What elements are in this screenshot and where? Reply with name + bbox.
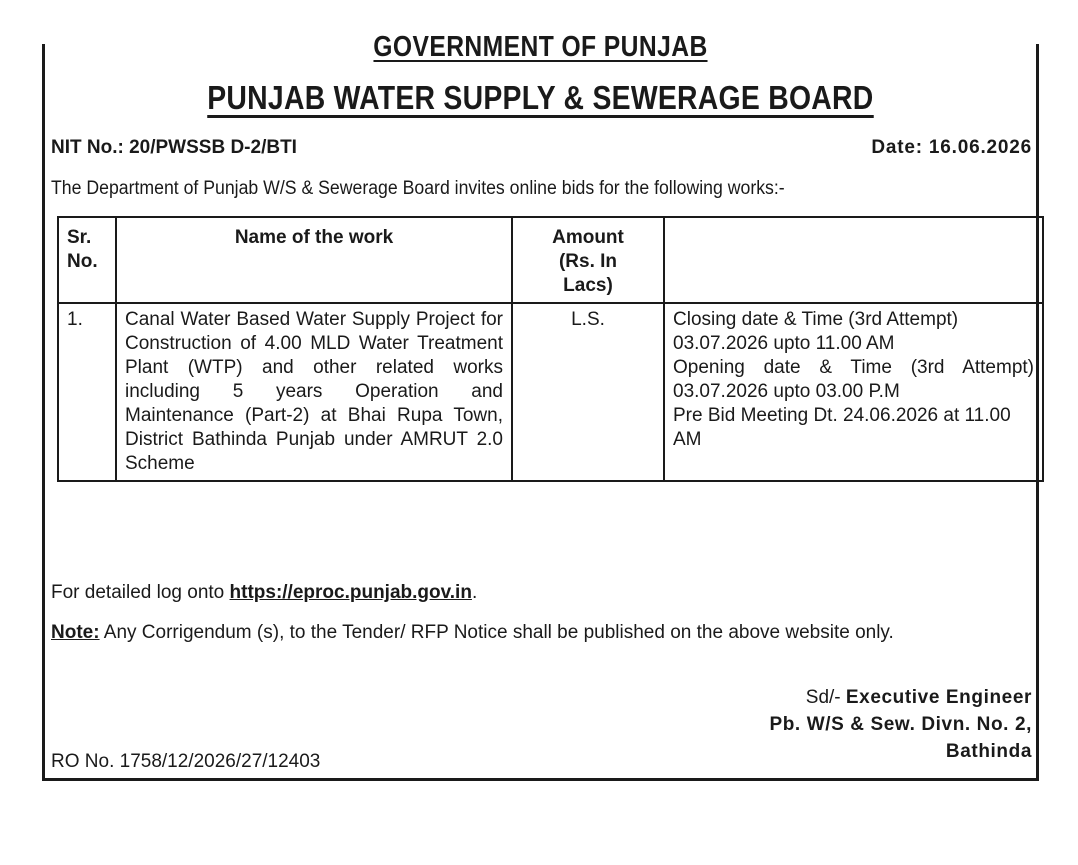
board-heading-text: PUNJAB WATER SUPPLY & SEWERAGE BOARD xyxy=(207,79,874,116)
table-row xyxy=(58,303,1043,481)
closing-label: Closing date & Time (3rd Attempt) xyxy=(673,309,959,330)
nit-date: Date: 16.06.2026 xyxy=(871,137,1032,158)
closing-value: 03.07.2026 upto 11.00 AM xyxy=(673,333,895,354)
nit-row xyxy=(51,134,1032,162)
government-heading-text: GOVERNMENT OF PUNJAB xyxy=(373,32,708,62)
opening-value: 03.07.2026 upto 03.00 P.M xyxy=(673,381,900,402)
header-amount-line2: (Rs. In xyxy=(558,251,618,272)
detail-prefix: For detailed log onto xyxy=(51,582,230,603)
tender-notice xyxy=(42,32,1039,781)
opening-label: Opening date & Time (3rd Attempt) xyxy=(673,357,1034,378)
note-text: Any Corrigendum (s), to the Tender/ RFP Notice shall be published on the above website only. xyxy=(99,622,894,643)
cell-dates xyxy=(664,303,1043,481)
header-remarks xyxy=(664,217,1043,303)
prebid-meeting: Pre Bid Meeting Dt. 24.06.2026 at 11.00 AM xyxy=(673,405,1011,450)
cell-work-name: Canal Water Based Water Supply Project for Construction of 4.00 MLD Water Treatment Plant (WTP) and other related works including 5 years Operation and Maintenance (Part-2) at Bhai Rupa Town, District Bathinda Punjab under AMRUT 2.0 Scheme xyxy=(116,303,512,481)
signature-block xyxy=(769,684,1032,765)
works-table xyxy=(57,216,1044,482)
table-header-row xyxy=(58,217,1043,303)
eproc-link[interactable]: https://eproc.punjab.gov.in xyxy=(229,582,472,603)
signature-place: Bathinda xyxy=(945,741,1032,762)
signature-title: Executive Engineer xyxy=(845,687,1032,708)
cell-sr-no: 1. xyxy=(58,303,116,481)
header-amount-line3: Lacs) xyxy=(563,275,613,296)
cell-amount: L.S. xyxy=(512,303,664,481)
detail-line xyxy=(51,580,477,606)
signature-sd: Sd/- xyxy=(805,687,846,708)
detail-suffix: . xyxy=(471,582,478,603)
nit-number: NIT No.: 20/PWSSB D-2/BTI xyxy=(51,137,297,158)
government-heading xyxy=(119,32,961,62)
signature-division: Pb. W/S & Sew. Divn. No. 2, xyxy=(769,714,1032,735)
note-paragraph xyxy=(51,620,1030,646)
intro-text: The Department of Punjab W/S & Sewerage Board invites online bids for the following works:- xyxy=(51,178,785,199)
ro-number: RO No. 1758/12/2026/27/12403 xyxy=(51,751,321,772)
header-amount xyxy=(512,217,664,303)
header-name-of-work: Name of the work xyxy=(116,217,512,303)
signature-title-line xyxy=(769,684,1032,711)
header-sr-no xyxy=(58,217,116,303)
note-label: Note: xyxy=(51,622,100,643)
board-heading xyxy=(45,78,1036,118)
header-amount-line1: Amount xyxy=(552,227,624,248)
header-sr-line2: No. xyxy=(67,251,98,272)
header-sr-line1: Sr. xyxy=(67,227,92,248)
